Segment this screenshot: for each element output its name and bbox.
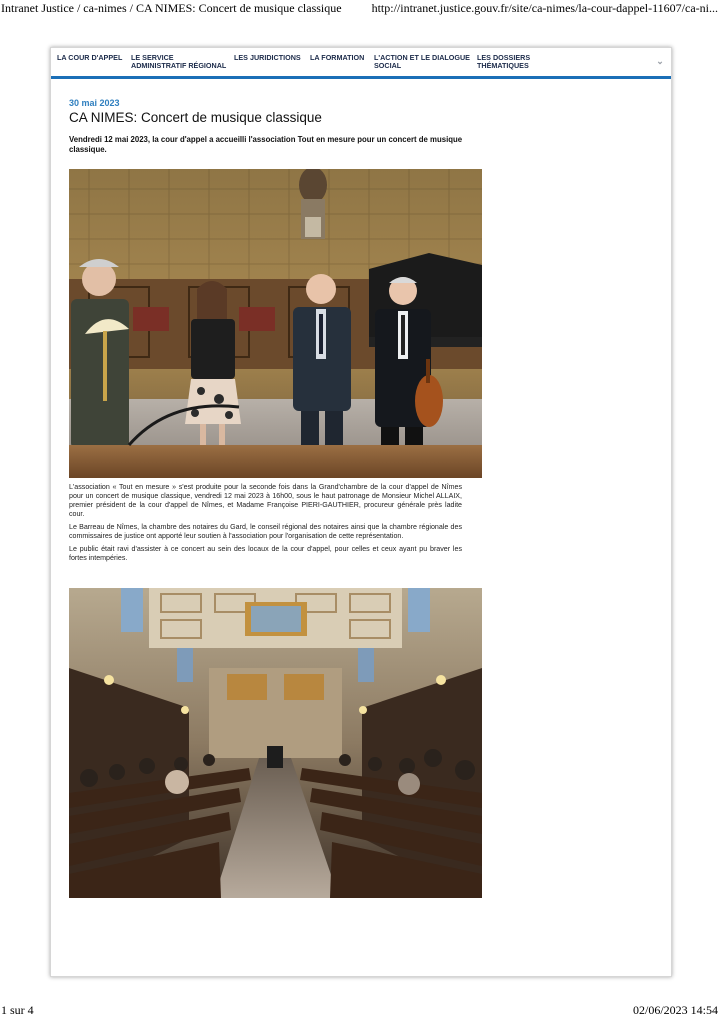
article-paragraph: L'association « Tout en mesure » s'est produite pour la seconde fois dans la Grand'chambre de la cour d'appel de Nîmes pour un concert de musique classique, vendredi 12 mai 2023 à 16h00, sous le haut patronage de Monsieur Michel ALLAIX, premier président de la cour d'appel de Nîmes, et Madame Françoise PIERI-GAUTHIER, procureur générale près ladite cour. [69,483,462,518]
print-header [0,0,720,16]
nav-item-cour-appel[interactable]: LA COUR D'APPEL [57,53,123,62]
chevron-down-icon[interactable]: ⌄ [656,56,664,66]
nav-item-service-administratif[interactable]: LE SERVICE ADMINISTRATIF RÉGIONAL [131,53,227,70]
article-body [69,483,462,567]
page-indicator: 1 sur 4 [1,1003,34,1017]
top-navigation [51,48,671,79]
nav-item-juridictions[interactable]: LES JURIDICTIONS [234,53,301,62]
article-paragraph: Le Barreau de Nîmes, la chambre des notaires du Gard, le conseil régional des notaires ainsi que la chambre régionale des commissaires de justice ont apporté leur soutien à l'association pour l'organisation de cette représentation. [69,523,462,540]
page-frame [50,47,672,977]
print-url: http://intranet.justice.gouv.fr/site/ca-nimes/la-cour-dappel-11607/ca-ni... [371,1,718,15]
print-footer [0,1002,720,1018]
concert-hall-audience-photo [69,588,482,898]
article-paragraph: Le public était ravi d'assister à ce concert au sein des locaux de la cour d'appel, pour celles et ceux ayant pu braver les fortes intempéries. [69,545,462,562]
nav-item-formation[interactable]: LA FORMATION [310,53,365,62]
article-lead: Vendredi 12 mai 2023, la cour d'appel a accueilli l'association Tout en mesure pour un concert de musique classique. [69,135,463,154]
article-date: 30 mai 2023 [69,98,120,108]
concert-musicians-photo [69,169,482,478]
print-page-title: Intranet Justice / ca-nimes / CA NIMES: Concert de musique classique [1,1,342,15]
nav-item-action-dialogue-social[interactable]: L'ACTION ET LE DIALOGUE SOCIAL [374,53,470,70]
nav-item-dossiers-thematiques[interactable]: LES DOSSIERS THÉMATIQUES [477,53,531,70]
article-header [69,98,464,155]
article-title: CA NIMES: Concert de musique classique [69,110,322,125]
print-datetime: 02/06/2023 14:54 [632,1003,718,1017]
